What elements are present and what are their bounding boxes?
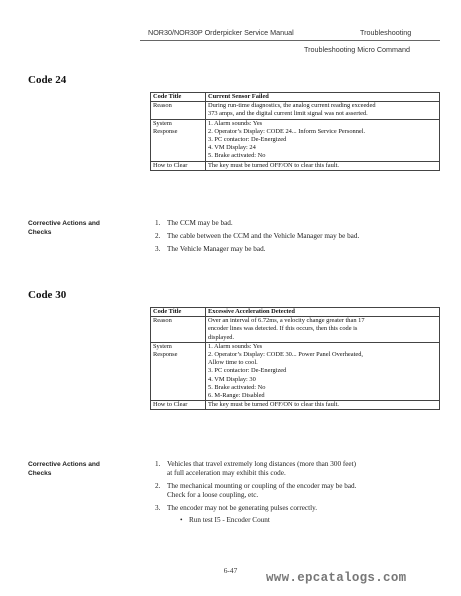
reason-label: Reason	[151, 102, 206, 119]
code-title-label: Code Title	[151, 308, 206, 317]
list-number: 2.	[155, 232, 161, 240]
code-title-value: Excessive Acceleration Detected	[206, 308, 440, 317]
list-item	[155, 504, 435, 525]
reason-value	[206, 102, 440, 119]
system-line: 4. VM Display: 24	[208, 144, 256, 152]
code30-heading: Code 30	[28, 289, 67, 301]
section-title: Troubleshooting	[360, 28, 412, 37]
code30-row-title	[151, 308, 440, 317]
list-text: Check for a loose coupling, etc.	[167, 491, 259, 499]
code24-row-clear	[151, 161, 440, 170]
system-line: 6. M-Range: Disabled	[208, 392, 265, 400]
list-number: 1.	[155, 219, 161, 227]
code30-corrective-label	[28, 460, 148, 478]
code24-row-title	[151, 93, 440, 102]
code30-actions-list	[155, 460, 435, 529]
code24-row-system	[151, 119, 440, 161]
code30-row-reason	[151, 317, 440, 343]
code24-row-reason	[151, 102, 440, 119]
system-line: 1. Alarm sounds: Yes	[208, 119, 263, 127]
system-label: System	[153, 342, 172, 350]
system-response-value	[206, 119, 440, 161]
system-response-label	[151, 342, 206, 400]
how-to-clear-label: How to Clear	[151, 401, 206, 410]
sub-bullet-item	[167, 516, 435, 525]
corrective-label-line: Corrective Actions and	[28, 220, 100, 227]
code30-row-system	[151, 342, 440, 400]
list-item	[155, 245, 435, 254]
reason-label: Reason	[151, 317, 206, 343]
corrective-label-line: Corrective Actions and	[28, 461, 100, 468]
bullet-text: Run test I5 - Encoder Count	[189, 516, 270, 524]
reason-line: 373 amps, and the digital current limit signal was not asserted.	[208, 110, 368, 118]
list-item	[155, 219, 435, 228]
list-number: 2.	[155, 482, 161, 490]
how-to-clear-label: How to Clear	[151, 161, 206, 170]
code30-row-clear	[151, 401, 440, 410]
system-response-label	[151, 119, 206, 161]
code24-table	[150, 92, 440, 171]
system-response-value	[206, 342, 440, 400]
corrective-label-line: Checks	[28, 229, 52, 236]
list-number: 1.	[155, 460, 161, 468]
system-line: 1. Alarm sounds: Yes	[208, 342, 263, 350]
list-item	[155, 460, 435, 478]
watermark-url: www.epcatalogs.com	[266, 571, 407, 585]
corrective-label-line: Checks	[28, 470, 52, 477]
system-line: 5. Brake activated: No	[208, 152, 266, 160]
how-to-clear-value: The key must be turned OFF/ON to clear this fault.	[206, 401, 440, 410]
reason-value	[206, 317, 440, 343]
system-line: 4. VM Display: 30	[208, 375, 256, 383]
code24-heading: Code 24	[28, 74, 67, 86]
how-to-clear-value: The key must be turned OFF/ON to clear this fault.	[206, 161, 440, 170]
response-label: Response	[153, 351, 178, 359]
code30-table	[150, 307, 440, 410]
list-text: at full acceleration may exhibit this code.	[167, 469, 286, 477]
list-number: 3.	[155, 504, 161, 512]
page-number: 6-47	[223, 566, 238, 575]
reason-line: Over an interval of 6.72ms, a velocity change greater than 17	[208, 317, 365, 325]
list-text: The encoder may not be generating pulses correctly.	[167, 504, 318, 512]
list-text: The Vehicle Manager may be bad.	[167, 245, 266, 253]
list-text: The mechanical mounting or coupling of the encoder may be bad.	[167, 482, 357, 490]
system-line: 2. Operator’s Display: CODE 30... Power Panel Overheated,	[208, 351, 363, 359]
header-divider	[140, 40, 440, 41]
reason-line: During run-time diagnostics, the analog current reading exceeded	[208, 102, 376, 110]
system-line: Allow time to cool.	[208, 359, 258, 367]
response-label: Response	[153, 127, 178, 135]
manual-title: NOR30/NOR30P Orderpicker Service Manual	[148, 28, 294, 37]
bullet-icon: •	[180, 516, 183, 524]
reason-line: encoder lines was detected. If this occurs, then this code is	[208, 325, 358, 333]
code-title-label: Code Title	[151, 93, 206, 102]
code24-actions-list	[155, 219, 435, 258]
list-item	[155, 232, 435, 241]
system-line: 3. PC contactor: De-Energized	[208, 367, 287, 375]
reason-line: displayed.	[208, 333, 235, 341]
system-line: 3. PC contactor: De-Energized	[208, 136, 287, 144]
system-line: 2. Operator’s Display: CODE 24... Inform Service Personnel.	[208, 127, 366, 135]
list-text: The CCM may be bad.	[167, 219, 233, 227]
system-label: System	[153, 119, 172, 127]
code-title-value: Current Sensor Failed	[206, 93, 440, 102]
system-line: 5. Brake activated: No	[208, 383, 266, 391]
list-number: 3.	[155, 245, 161, 253]
list-item	[155, 482, 435, 500]
code24-corrective-label	[28, 219, 148, 237]
list-text: Vehicles that travel extremely long distances (more than 300 feet)	[167, 460, 357, 468]
list-text: The cable between the CCM and the Vehicle Manager may be bad.	[167, 232, 360, 240]
subsection-title: Troubleshooting Micro Command	[304, 45, 410, 54]
